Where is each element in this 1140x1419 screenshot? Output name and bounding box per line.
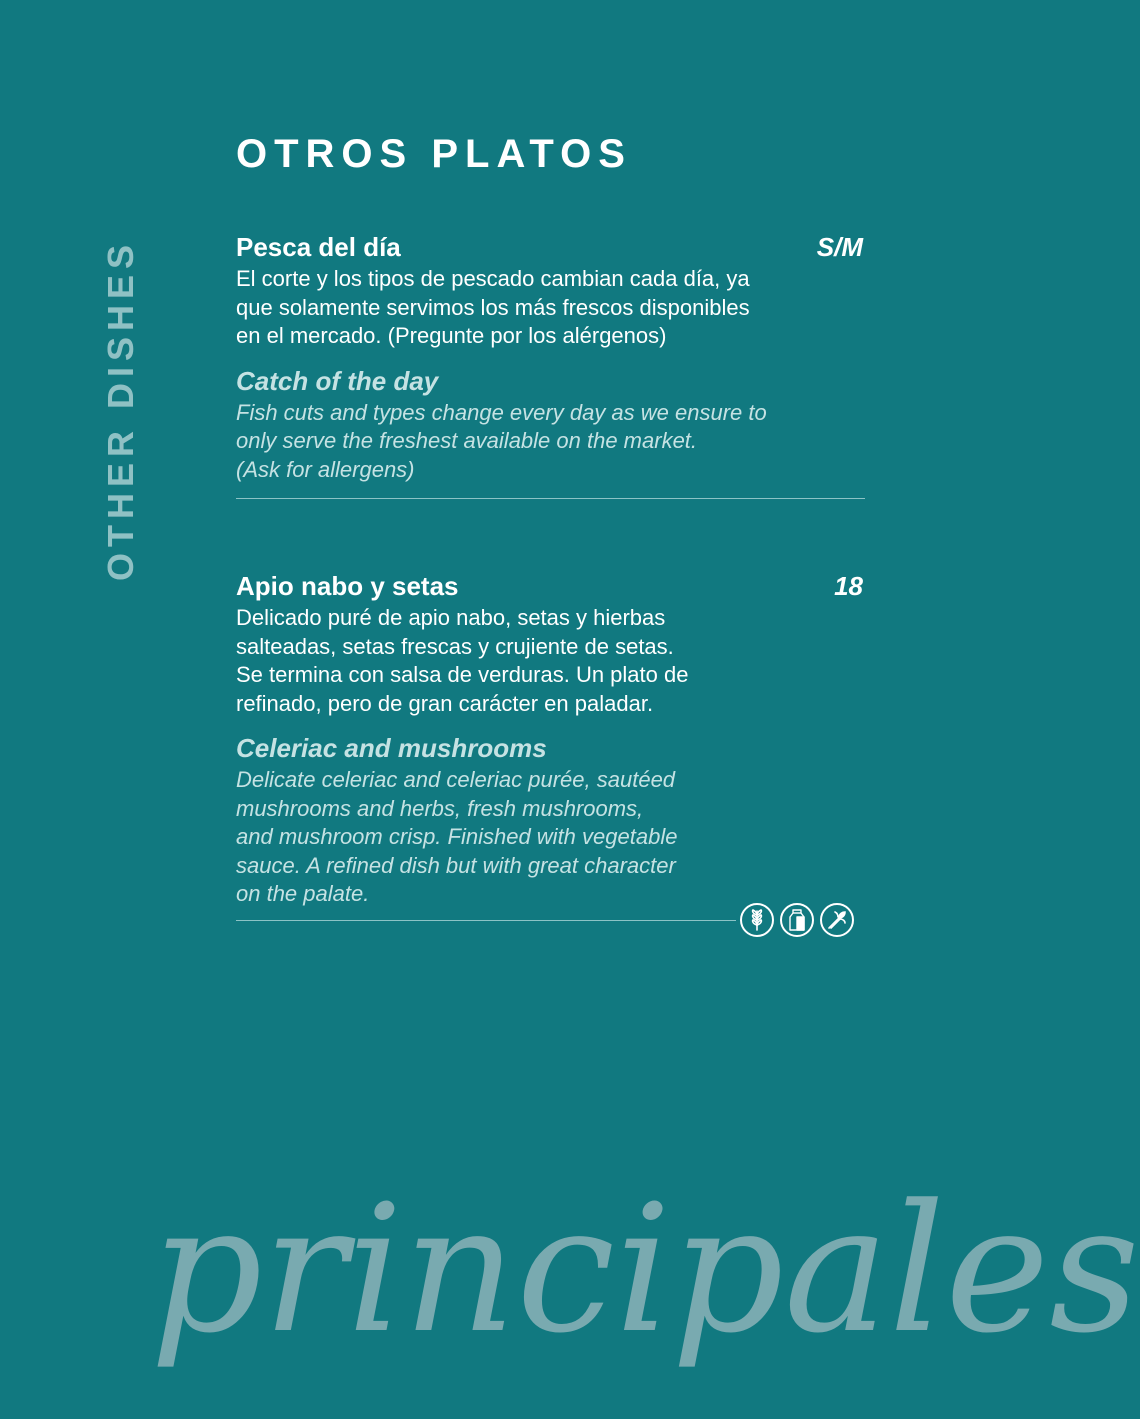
side-label: OTHER DISHES (100, 238, 141, 582)
wheat-gluten-icon (740, 903, 774, 937)
dish-price: 18 (834, 571, 863, 601)
milk-carton-icon (780, 903, 814, 937)
dish-name-en: Catch of the day (236, 365, 439, 396)
dish-description-es: El corte y los tipos de pescado cambian cada día, ya que solamente servimos los más frescos disponibles en el mercado. (Pregunte por los alérgenos) (236, 266, 750, 348)
allergen-icons (740, 903, 854, 937)
dish-name-es: Pesca del día (236, 232, 401, 262)
dish-description-en: Delicate celeriac and celeriac purée, sautéed mushrooms and herbs, fresh mushrooms, and mushroom crisp. Finished with vegetable sauce. A refined dish but with great character on the palate. (236, 767, 678, 906)
celery-icon (820, 903, 854, 937)
section-watermark: principales (150, 1167, 1140, 1372)
menu-item-pesca-del-dia (236, 231, 865, 484)
menu-item-apio-nabo-y-setas (236, 570, 865, 909)
dish-name-es: Apio nabo y setas (236, 571, 459, 601)
page-title: OTROS PLATOS (236, 132, 632, 176)
dish-name-en: Celeriac and mushrooms (236, 733, 547, 763)
divider (236, 920, 736, 921)
dish-price: S/M (816, 232, 863, 262)
dish-description-en: Fish cuts and types change every day as we ensure to only serve the freshest available on the market. (Ask for allergens) (236, 399, 767, 482)
divider (236, 498, 865, 499)
dish-description-es: Delicado puré de apio nabo, setas y hierbas salteadas, setas frescas y crujiente de setas. Se termina con salsa de verduras. Un plato de refinado, pero de gran carácter en paladar. (236, 605, 689, 716)
